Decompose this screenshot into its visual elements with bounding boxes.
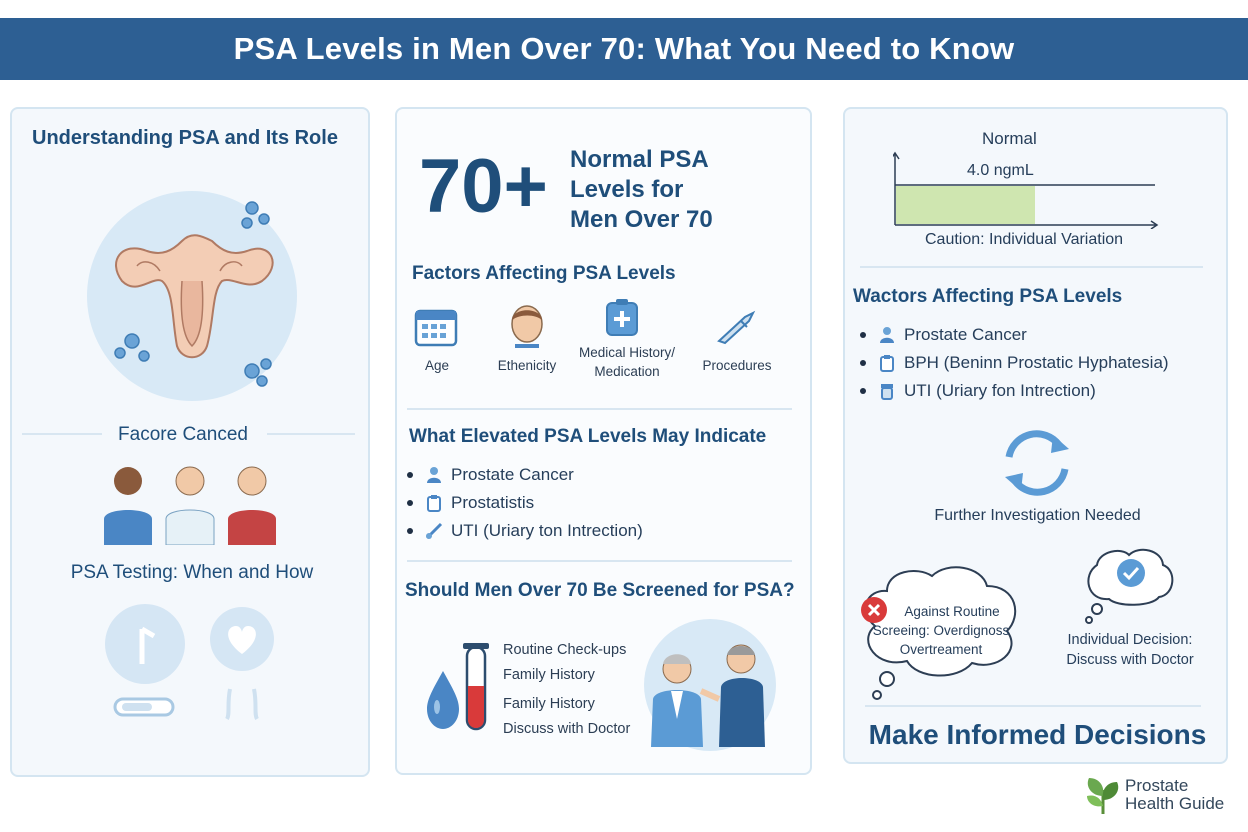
clipboard-icon (425, 494, 443, 512)
person-icon (166, 467, 214, 545)
medical-kit-icon (605, 297, 639, 337)
divider (860, 266, 1203, 268)
divider (407, 408, 792, 410)
person-icon (104, 467, 152, 545)
page-title: PSA Levels in Men Over 70: What You Need to Know (233, 31, 1015, 66)
list-item: Prostate Cancer (407, 461, 643, 489)
check-mark-icon (1116, 558, 1146, 588)
clipboard-icon (878, 354, 896, 372)
list-item: BPH (Beninn Prostatic Hyphatesia) (860, 349, 1169, 377)
doctor-icon (425, 466, 443, 484)
chart-axes (893, 149, 1163, 229)
face-icon (505, 302, 549, 348)
list-item: UTI (Uriary fon Intrection) (860, 377, 1169, 405)
individual-decision-text: Individual Decision: Discuss with Doctor (1066, 632, 1194, 668)
left-panel (10, 107, 370, 777)
doctor-consultation-illustration (635, 619, 785, 751)
investigation-label: Further Investigation Needed (934, 507, 1141, 524)
pipette-icon (425, 522, 443, 540)
factor-ethnicity: Ethenicity (497, 358, 557, 373)
patients-illustration (100, 459, 280, 545)
wactors-list (860, 321, 1169, 405)
against-screening-text: Against Routine Screeing: Overdignoss Overtreament (872, 604, 1010, 657)
psa-range-chart (893, 149, 1163, 229)
anatomy-illustration (82, 181, 302, 401)
testing-illustration (102, 604, 282, 724)
middle-panel (395, 107, 812, 775)
screening-heading: Should Men Over 70 Be Screened for PSA? (405, 580, 795, 601)
refresh-cycle-icon (997, 427, 1077, 499)
instrument-icon (715, 309, 757, 345)
factors-heading: Factors Affecting PSA Levels (412, 263, 676, 284)
divider (407, 560, 792, 562)
factor-medical-history: Medical History/ Medication (578, 345, 676, 379)
leaf-icon (1083, 774, 1123, 816)
brand-logo (1083, 774, 1224, 816)
screening-list: Routine Check-ups Family History Family History Discuss with Doctor (503, 642, 631, 737)
elevated-heading: What Elevated PSA Levels May Indicate (409, 426, 767, 447)
understanding-heading: Understanding PSA and Its Role (32, 127, 338, 149)
person-icon (228, 467, 276, 545)
normal-range-bar (896, 186, 1035, 224)
title-banner (0, 18, 1248, 80)
testing-heading: PSA Testing: When and How (70, 562, 314, 583)
list-item: Prostate Cancer (860, 321, 1169, 349)
blood-sample-icon (423, 641, 495, 733)
right-panel (843, 107, 1228, 764)
list-item: Prostatistis (407, 489, 643, 517)
chart-caption: Caution: Individual Variation (925, 231, 1124, 248)
brand-name: Prostate Health Guide (1125, 776, 1225, 813)
calendar-icon (414, 305, 458, 349)
factor-age: Age (424, 358, 450, 373)
wactors-heading: Wactors Affecting PSA Levels (853, 286, 1123, 307)
factor-procedures: Procedures (702, 358, 772, 373)
elevated-list (407, 461, 643, 545)
doctor-icon (878, 326, 896, 344)
divider (865, 705, 1201, 707)
section-heading: Facore Canced (118, 424, 248, 445)
list-item: UTI (Uriary ton Intrection) (407, 517, 643, 545)
chart-value-label: 4.0 ngmL (967, 162, 1034, 179)
informed-decisions-heading: Make Informed Decisions (868, 719, 1207, 750)
big-caption: Normal PSA Levels for Men Over 70 (570, 146, 713, 233)
pill-bottle-icon (878, 382, 896, 400)
chart-top-label: Normal (982, 129, 1037, 148)
big-number: 70+ (419, 144, 548, 229)
